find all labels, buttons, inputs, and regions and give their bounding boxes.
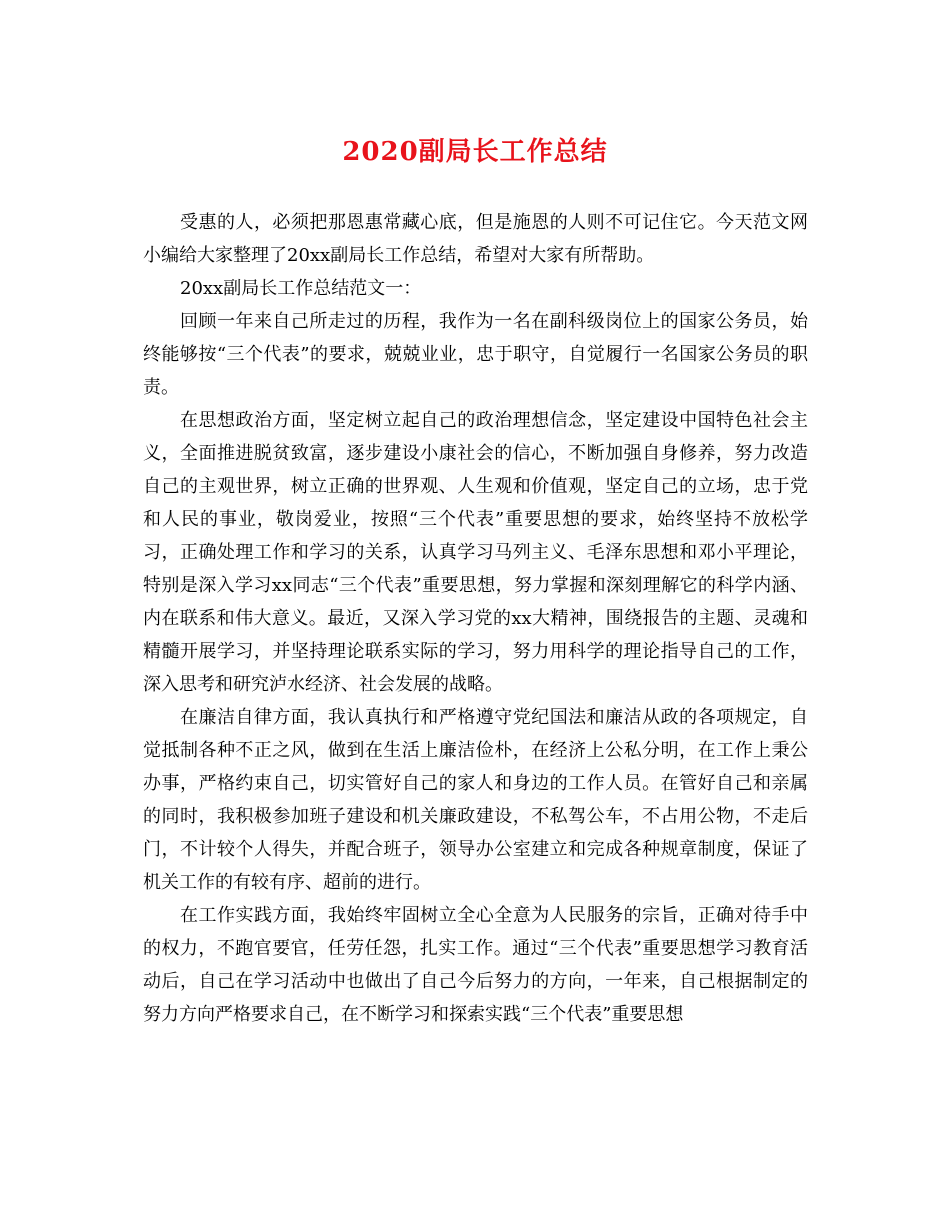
- paragraph-integrity: 在廉洁自律方面，我认真执行和严格遵守党纪国法和廉洁从政的各项规定，自觉抵制各种不正之风，做到在生活上廉洁俭朴，在经济上公私分明，在工作上秉公办事，严格约束自己，切实管好自己的家人和身边的工作人员。在管好自己和亲属的同时，我积极参加班子建设和机关廉政建设，不私驾公车，不占用公物，不走后门，不计较个人得失，并配合班子，领导办公室建立和完成各种规章制度，保证了机关工作的有较有序、超前的进行。: [143, 707, 808, 893]
- document-body: [143, 206, 808, 1031]
- paragraph-intro: 受惠的人，必须把那恩惠常藏心底，但是施恩的人则不可记住它。今天范文网小编给大家整理了20xx副局长工作总结，希望对大家有所帮助。: [143, 212, 808, 266]
- paragraph-political-thought: 在思想政治方面，坚定树立起自己的政治理想信念，坚定建设中国特色社会主义，全面推进脱贫致富，逐步建设小康社会的信心，不断加强自身修养，努力改造自己的主观世界，树立正确的世界观、人生观和价值观，坚定自己的立场，忠于党和人民的事业，敬岗爱业，按照“三个代表”重要思想的要求，始终坚持不放松学习，正确处理工作和学习的关系，认真学习马列主义、毛泽东思想和邓小平理论，特别是深入学习xx同志“三个代表”重要思想，努力掌握和深刻理解它的科学内涵、内在联系和伟大意义。最近，又深入学习党的xx大精神，围绕报告的主题、灵魂和精髓开展学习，并坚持理论联系实际的学习，努力用科学的理论指导自己的工作，深入思考和研究泸水经济、社会发展的战略。: [143, 410, 808, 695]
- paragraph-work-practice: 在工作实践方面，我始终牢固树立全心全意为人民服务的宗旨，正确对待手中的权力，不跑官要官，任劳任怨，扎实工作。通过“三个代表”重要思想学习教育活动后，自己在学习活动中也做出了自己今后努力的方向，一年来，自己根据制定的努力方向严格要求自己，在不断学习和探索实践“三个代表”重要思想: [143, 905, 808, 1025]
- paragraph-review: 回顾一年来自己所走过的历程，我作为一名在副科级岗位上的国家公务员，始终能够按“三个代表”的要求，兢兢业业，忠于职守，自觉履行一名国家公务员的职责。: [143, 311, 808, 398]
- paragraph-sample-heading: 20xx副局长工作总结范文一：: [180, 278, 422, 299]
- document-title: 2020副局长工作总结: [342, 137, 608, 167]
